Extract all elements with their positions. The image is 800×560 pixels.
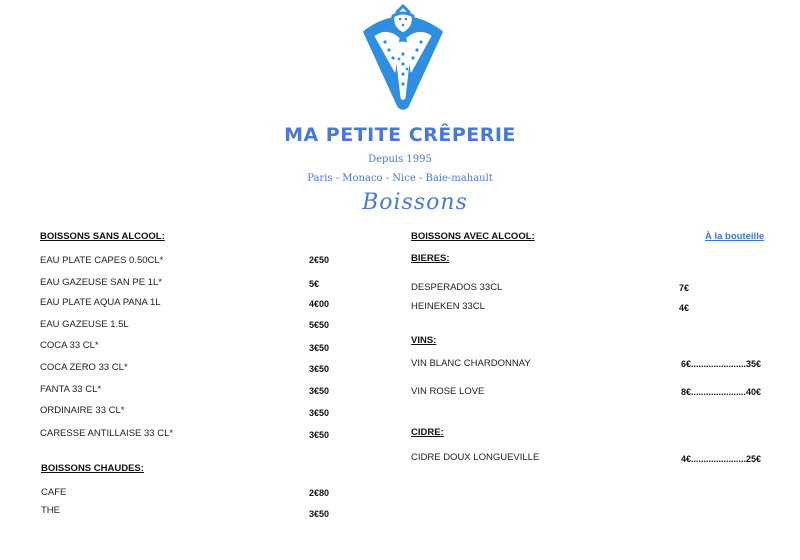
list-item: COCA ZERO 33 CL* <box>40 362 128 373</box>
list-item: VIN BLANC CHARDONNAY <box>411 358 531 369</box>
list-item: DESPERADOS 33CL <box>411 282 503 293</box>
item-price: 3€50 <box>309 386 330 396</box>
beers-heading: BIERES: <box>411 253 450 264</box>
alcohol-drinks-heading: BOISSONS AVEC ALCOOL: <box>411 231 535 242</box>
list-item: CAFE <box>41 487 67 498</box>
wines-heading: VINS: <box>411 335 437 346</box>
item-price: 5€ <box>309 279 320 289</box>
list-item: EAU GAZEUSE 1.5L <box>40 319 129 330</box>
item-price: 3€50 <box>309 509 330 519</box>
item-price: 2€50 <box>309 255 330 265</box>
bottle-price-link[interactable]: À la bouteille <box>705 231 765 242</box>
item-price: 8€......................40€ <box>681 387 762 397</box>
list-item: COCA 33 CL* <box>40 340 99 351</box>
item-price: 5€50 <box>309 320 330 330</box>
list-item: EAU PLATE AQUA PANA 1L <box>40 297 161 308</box>
strawberry-crepe-cone-icon <box>355 2 451 112</box>
item-price: 2€80 <box>309 488 330 498</box>
item-price: 7€ <box>679 283 690 293</box>
list-item: ORDINAIRE 33 CL* <box>40 405 125 416</box>
item-price: 3€50 <box>309 364 330 374</box>
brand-title: MA PETITE CRÊPERIE <box>284 124 516 146</box>
list-item: CIDRE DOUX LONGUEVILLE <box>411 452 540 463</box>
since-year: Depuis 1995 <box>368 154 432 165</box>
list-item: CARESSE ANTILLAISE 33 CL* <box>40 428 174 439</box>
list-item: THE <box>41 505 60 516</box>
list-item: FANTA 33 CL* <box>40 384 102 395</box>
item-price: 3€50 <box>309 343 330 353</box>
soft-drinks-heading: BOISSONS SANS ALCOOL: <box>40 231 165 242</box>
item-price: 3€50 <box>309 408 330 418</box>
item-price: 3€50 <box>309 430 330 440</box>
list-item: EAU GAZEUSE SAN PE 1L* <box>40 277 162 288</box>
section-title: Boissons <box>362 190 468 215</box>
list-item: EAU PLATE CAPES 0.50CL* <box>40 255 164 266</box>
cities-list: Paris - Monaco - Nice - Baie-mahault <box>307 173 493 184</box>
list-item: VIN ROSE LOVE <box>411 386 485 397</box>
item-price: 6€......................35€ <box>681 359 762 369</box>
item-price: 4€ <box>679 303 690 313</box>
item-price: 4€00 <box>309 299 330 309</box>
item-price: 4€......................25€ <box>681 454 762 464</box>
list-item: HEINEKEN 33CL <box>411 301 485 312</box>
cider-heading: CIDRE: <box>411 427 444 438</box>
hot-drinks-heading: BOISSONS CHAUDES: <box>41 463 144 474</box>
